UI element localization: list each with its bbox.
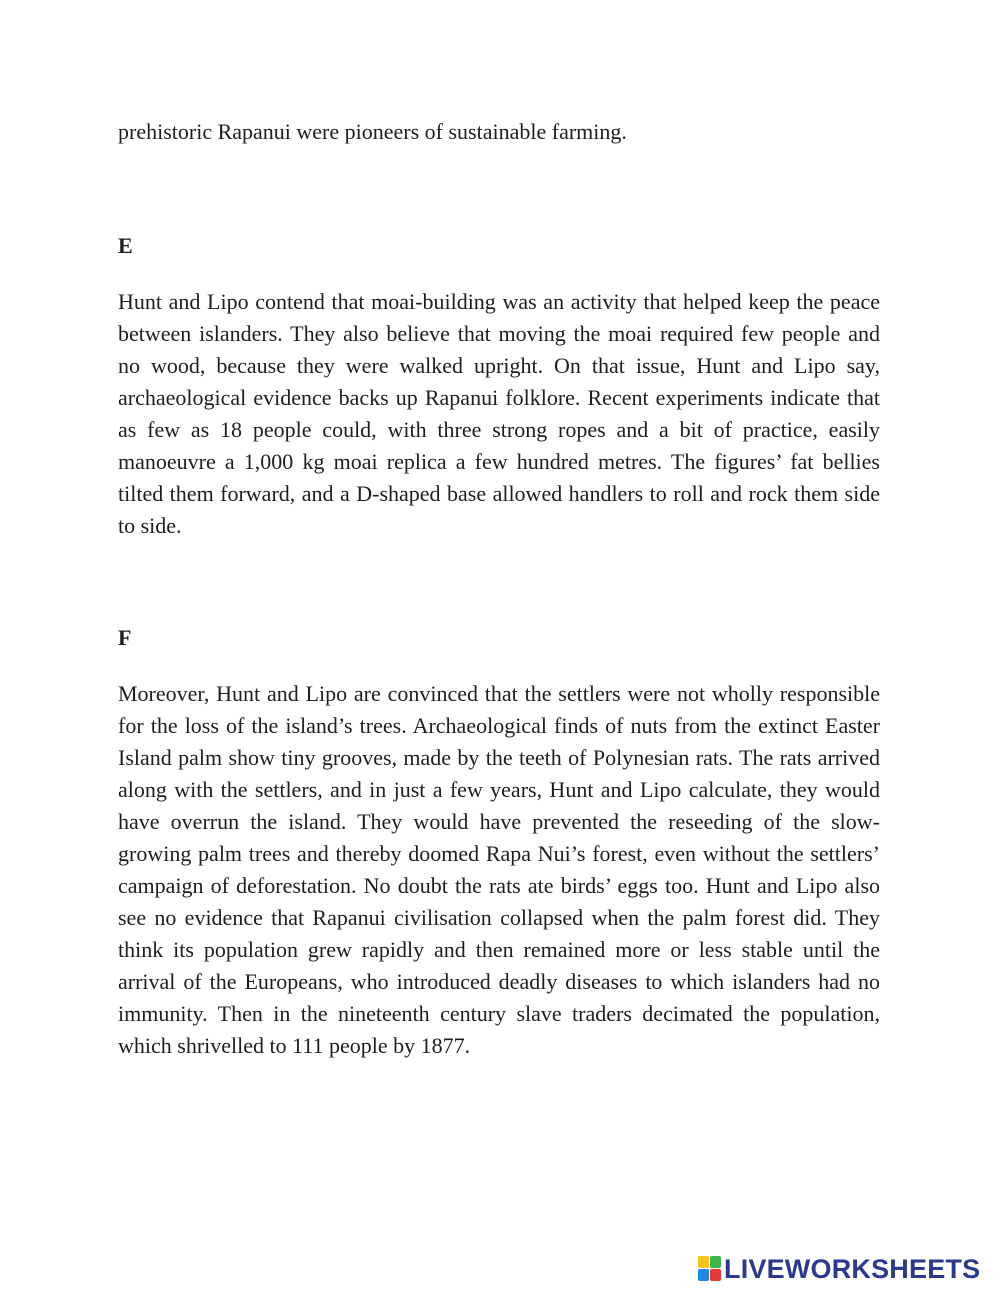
- section-paragraph-f: Moreover, Hunt and Lipo are convinced that the settlers were not wholly responsible for the loss of the island’s trees. Archaeological finds of nuts from the extinct Easter Island palm show tiny grooves, made by the teeth of Polynesian rats. The rats arrived along with the settlers, and in just a few years, Hunt and Lipo calculate, they would have overrun the island. They would have prevented the reseeding of the slow-growing palm trees and thereby doomed Rapa Nui’s forest, even without the settlers’ campaign of deforestation. No doubt the rats ate birds’ eggs too. Hunt and Lipo also see no evidence that Rapanui civilisation collapsed when the palm forest did. They think its population grew rapidly and then remained more or less stable until the arrival of the Europeans, who introduced deadly diseases to which islanders had no immunity. Then in the nineteenth century slave traders decimated the population, which shrivelled to 111 people by 1877.: [118, 681, 880, 1058]
- liveworksheets-logo-text: LIVEWORKSHEETS: [724, 1254, 981, 1284]
- logo-block: [698, 1269, 709, 1281]
- logo-block: [698, 1256, 709, 1268]
- section-heading-e: E: [118, 233, 133, 258]
- section-paragraph-e: Hunt and Lipo contend that moai-building was an activity that helped keep the peace between islanders. They also believe that moving the moai required few people and no wood, because they were walked upright. On that issue, Hunt and Lipo say, archaeological evidence backs up Rapanui folklore. Recent experiments indicate that as few as 18 people could, with three strong ropes and a bit of practice, easily manoeuvre a 1,000 kg moai replica a few hundred metres. The figures’ fat bellies tilted them forward, and a D-shaped base allowed handlers to roll and rock them side to side.: [118, 289, 880, 538]
- intro-line: prehistoric Rapanui were pioneers of sustainable farming.: [118, 119, 627, 144]
- liveworksheets-logo[interactable]: [698, 1253, 980, 1285]
- section-heading-f: F: [118, 625, 132, 650]
- logo-block: [710, 1269, 721, 1281]
- liveworksheets-logo-icon: [698, 1256, 722, 1282]
- logo-block: [710, 1256, 721, 1268]
